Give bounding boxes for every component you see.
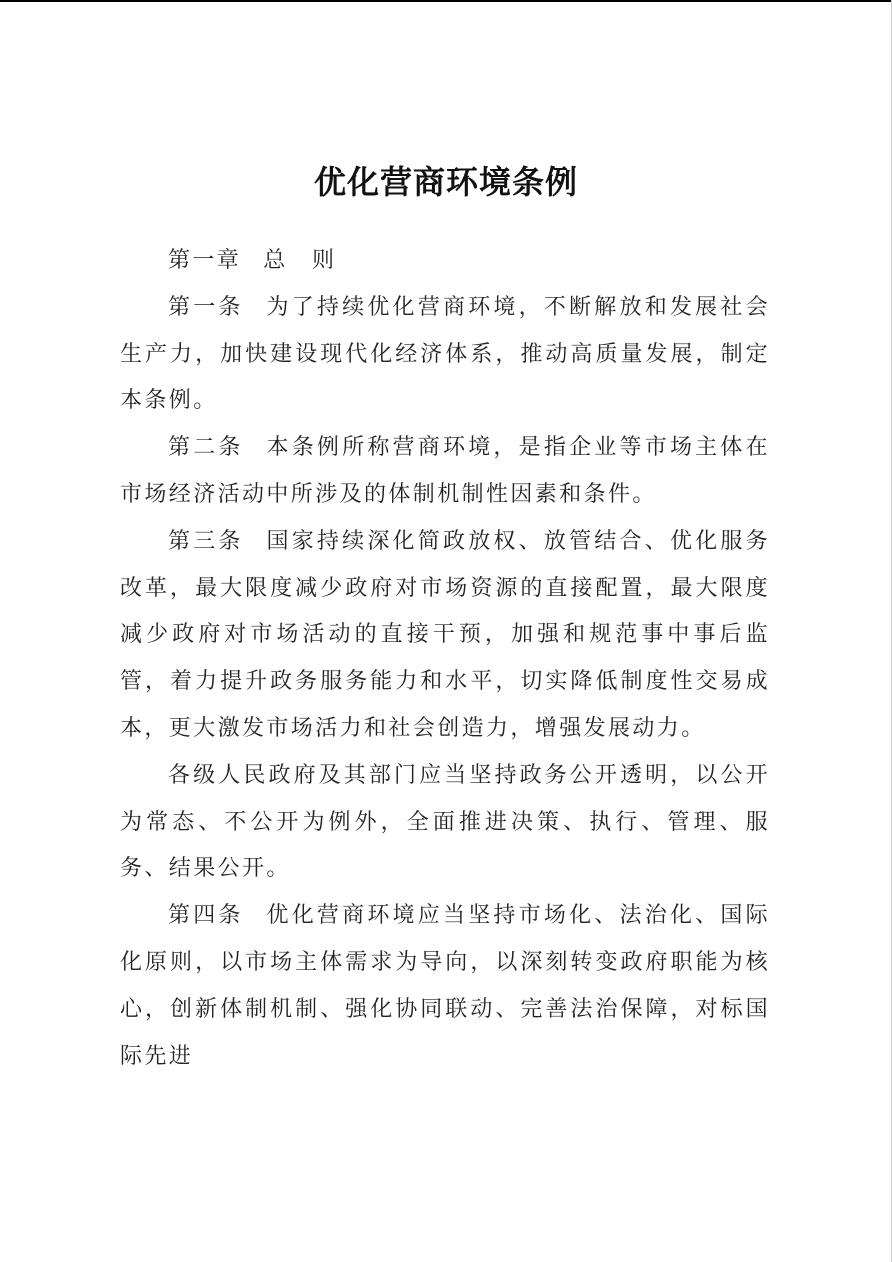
article-number: 第三条 (168, 528, 244, 554)
article-paragraph (120, 519, 770, 753)
chapter-heading (120, 238, 770, 285)
paragraph-text: 各级人民政府及其部门应当坚持政务公开透明，以公开为常态、不公开为例外，全面推进决策、执行、管理、服务、结果公开。 (120, 762, 770, 882)
article-text: 国家持续深化简政放权、放管结合、优化服务改革，最大限度减少政府对市场资源的直接配置，最大限度减少政府对市场活动的直接干预，加强和规范事中事后监管，着力提升政务服务能力和水平，切实降低制度性交易成本，更大激发市场活力和社会创造力，增强发展动力。 (120, 528, 770, 741)
article-number: 第二条 (168, 435, 244, 461)
article-paragraph (120, 893, 770, 1080)
article-text: 为了持续优化营商环境，不断解放和发展社会生产力，加快建设现代化经济体系，推动高质量发展，制定本条例。 (120, 294, 770, 414)
article-number: 第四条 (168, 903, 244, 929)
article-number: 第一条 (168, 294, 244, 320)
chapter-label: 第一章 (168, 248, 242, 273)
article-paragraph (120, 425, 770, 519)
article-text: 本条例所称营商环境，是指企业等市场主体在市场经济活动中所涉及的体制机制性因素和条件。 (120, 435, 770, 507)
document-body (120, 238, 770, 1080)
chapter-name: 总 则 (263, 248, 337, 273)
continuation-paragraph (120, 753, 770, 893)
article-text: 优化营商环境应当坚持市场化、法治化、国际化原则，以市场主体需求为导向，以深刻转变政府职能为核心，创新体制机制、强化协同联动、完善法治保障，对标国际先进 (120, 903, 770, 1069)
article-paragraph (120, 285, 770, 425)
document-title: 优化营商环境条例 (313, 163, 578, 201)
page-top-border (0, 0, 892, 2)
